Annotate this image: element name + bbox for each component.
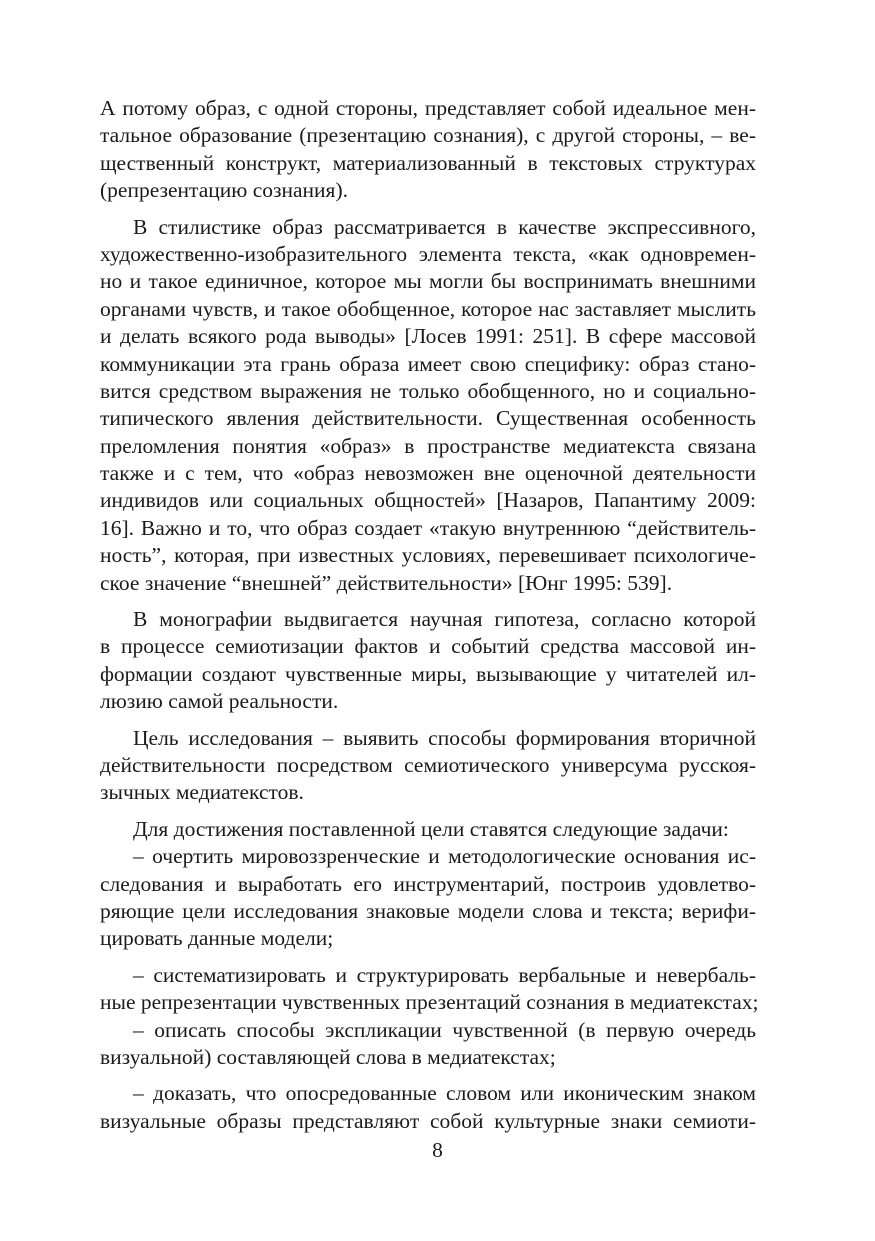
text-line: ряющие цели исследования знаковые модели слова и текста; верифи- (100, 898, 756, 923)
paragraph-9 (100, 1080, 756, 1135)
text-line: индивидов или социальных общностей» [Назаров, Папантиму 2009: (100, 488, 756, 513)
text-line: и делать всякого рода выводы» [Лосев 1991: 251]. В сфере массовой (100, 324, 756, 349)
text-line: формации создают чувственные миры, вызывающие у читателей ил- (100, 661, 756, 686)
paragraph-5 (100, 816, 756, 843)
paragraph-8 (100, 1017, 756, 1072)
text-line: в процессе семиотизации фактов и событий средства массовой ин- (100, 634, 756, 659)
text-line: ность”, которая, при известных условиях, перевешивает психологиче- (100, 543, 756, 568)
text-line: художественно-изобразительного элемента текста, «как одновремен- (100, 241, 756, 266)
paragraph-6 (100, 843, 756, 953)
paragraph-4 (100, 725, 756, 807)
text-line: следования и выработать его инструментарий, построив удовлетво- (100, 871, 756, 896)
paragraph-7 (100, 962, 759, 1017)
text-line: визуальные образы представляют собой культурные знаки семиоти- (100, 1108, 756, 1133)
text-line: – очертить мировоззренческие и методологические основания ис- (133, 844, 756, 869)
text-line: В стилистике образ рассматривается в качестве экспрессивного, (133, 214, 756, 239)
text-line: действительности посредством семиотического универсума русскоя- (100, 752, 756, 777)
paragraph-2 (100, 214, 756, 597)
text-line: зычных медиатекстов. (100, 780, 304, 805)
text-line: ные репрезентации чувственных презентаций сознания в медиатекстах; (100, 990, 759, 1015)
text-line: но и такое единичное, которое мы могли бы воспринимать внешними (100, 269, 756, 294)
text-line: – доказать, что опосредованные словом или иконическим знаком (133, 1081, 756, 1106)
text-line: – систематизировать и структурировать вербальные и невербаль- (133, 962, 756, 987)
text-line: В монографии выдвигается научная гипотеза, согласно которой (133, 607, 756, 632)
text-line: щественный конструкт, материализованный в текстовых структурах (100, 150, 756, 175)
body-text (100, 95, 759, 1135)
text-line: Для достижения поставленной цели ставятся следующие задачи: (133, 816, 729, 841)
text-line: визуальной) составляющей слова в медиатекстах; (100, 1044, 556, 1069)
text-line: коммуникации эта грань образа имеет свою специфику: образ стано- (100, 351, 756, 376)
text-line: цировать данные модели; (100, 926, 334, 951)
paragraph-3 (100, 606, 756, 716)
page-number: 8 (432, 1138, 443, 1162)
text-line: ское значение “внешней” действительности» [Юнг 1995: 539]. (100, 570, 673, 595)
text-line: люзию самой реальности. (100, 689, 339, 714)
text-line: преломления понятия «образ» в пространстве медиатекста связана (100, 433, 756, 458)
text-line: типического явления действительности. Существенная особенность (100, 406, 756, 431)
text-line: Цель исследования – выявить способы формирования вторичной (133, 725, 756, 750)
text-line: также и с тем, что «образ невозможен вне оценочной деятельности (100, 461, 756, 486)
text-line: 16]. Важно и то, что образ создает «такую внутреннюю “действитель- (100, 515, 756, 540)
text-line: органами чувств, и такое обобщенное, которое нас заставляет мыслить (100, 296, 756, 321)
text-line: – описать способы экспликации чувственной (в первую очередь (133, 1017, 756, 1042)
text-line: вится средством выражения не только обобщенного, но и социально- (100, 378, 756, 403)
text-line: (репрезентацию сознания). (100, 178, 348, 203)
text-line: тальное образование (презентацию сознания), с другой стороны, – ве- (100, 123, 756, 148)
paragraph-1 (100, 95, 756, 205)
text-line: А потому образ, с одной стороны, представляет собой идеальное мен- (100, 96, 756, 120)
